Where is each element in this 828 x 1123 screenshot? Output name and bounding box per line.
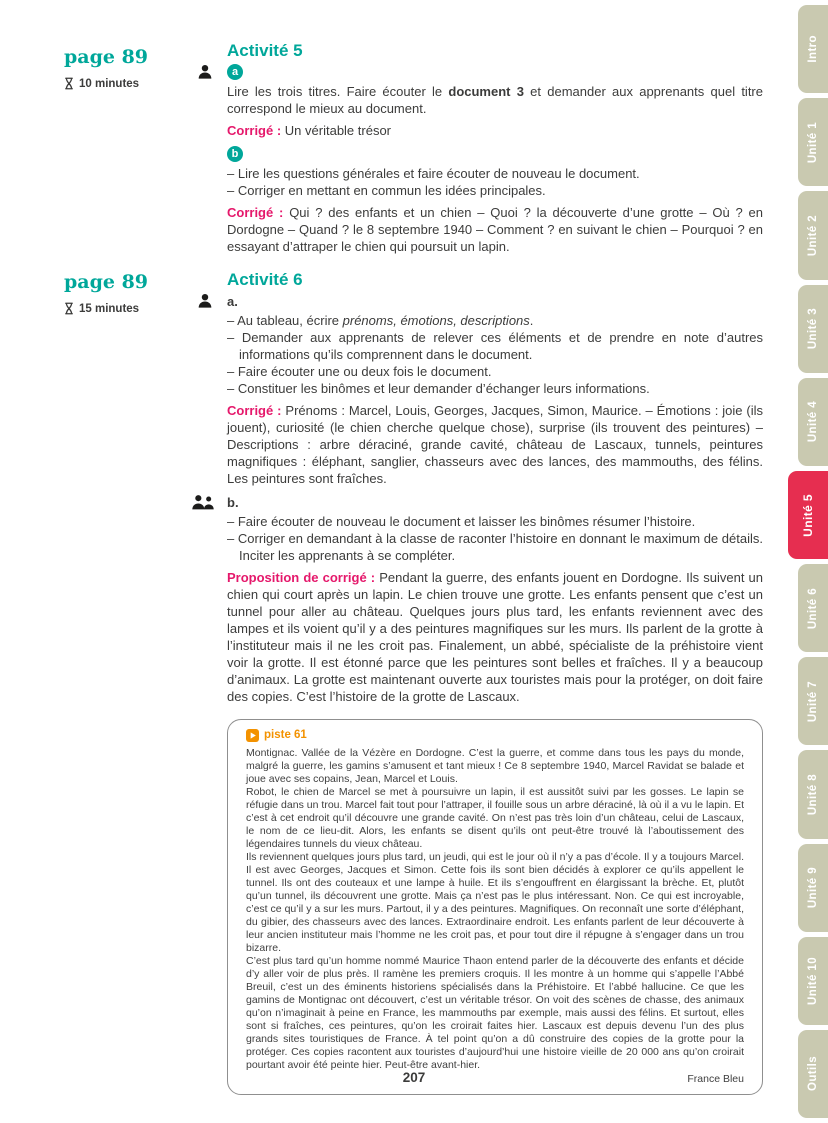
margin-note-activity-6	[64, 271, 214, 315]
margin-note-activity-5	[64, 46, 214, 90]
tab-unite-5[interactable]: Unité 5	[788, 471, 828, 559]
activity-title: Activité 5	[227, 41, 303, 60]
track-label: piste 61	[264, 729, 307, 741]
tab-outils[interactable]: Outils	[798, 1030, 828, 1118]
tab-unite-8[interactable]: Unité 8	[798, 750, 828, 838]
step-label: a.	[227, 294, 238, 309]
page-reference: page 89	[64, 271, 149, 293]
activity-5-section	[227, 42, 763, 255]
corrige-label: Corrigé :	[227, 205, 284, 220]
corrige-text: Corrigé : Un véritable trésor	[227, 123, 392, 138]
activity-5-step-a	[227, 64, 763, 255]
tab-unite-7[interactable]: Unité 7	[798, 657, 828, 745]
proposition-text: Proposition de corrigé : Pendant la guerre, des enfants jouent en Dordogne. Ils suivent un chien qui court après un lapin. Le chien trouve une grotte. Les enfants pensent que c’est un tunnel pour aller au château. Quelques jours plus tard, les enfants reviennent avec des lampes et ils voient qu’il y a des peintures magnifiques sur les murs. Ils parlent de la grotte à l’instituteur mais il ne les croit pas. Finalement, un abbé, spécialiste de la préhistoire vient voir la grotte. Il est étonné parce que les peintures sont belles et fraîches. Il y a beaucoup d’animaux. La grotte est maintenant ouverte aux touristes mais pour la protéger, on doit faire des copies. C’est l’histoire de la grotte de Lascaux.	[227, 570, 764, 704]
hourglass-icon	[64, 77, 74, 90]
person-icon	[197, 64, 213, 80]
activity-6-step-a	[227, 293, 763, 487]
page-number: 207	[402, 1070, 426, 1085]
page-reference: page 89	[64, 46, 149, 68]
play-icon[interactable]	[246, 729, 259, 742]
instruction-line: – Corriger en demandant à la classe de raconter l’histoire en donnant le maximum de détails. Inciter les apprenants à se compléter.	[227, 531, 763, 563]
corrige-label: Corrigé :	[227, 123, 282, 138]
activity-6-section	[227, 271, 763, 1095]
bold-term: document 3	[448, 84, 524, 99]
instruction-line: – Demander aux apprenants de relever ces éléments et de prendre en note d’autres informations qu’ils comprennent dans le document.	[227, 330, 763, 362]
italic-terms: prénoms, émotions, descriptions	[342, 313, 530, 328]
instruction-line: – Lire les questions générales et faire écouter de nouveau le document.	[227, 166, 640, 181]
tab-unite-3[interactable]: Unité 3	[798, 285, 828, 373]
person-icon	[197, 293, 213, 309]
instruction-line: – Faire écouter de nouveau le document et laisser les binômes résumer l’histoire.	[227, 514, 696, 529]
two-person-icon	[191, 494, 215, 510]
duration-label: 10 minutes	[79, 77, 140, 90]
tab-intro[interactable]: Intro	[798, 5, 828, 93]
transcript-paragraph: C’est plus tard qu’un homme nommé Maurice Thaon entend parler de la découverte des enfants et décide d’y aller voir de plus près. Il ramène les premiers croquis. Il les montre à un homme qui s’appelle l’Abbé Breuil, c’est un des éminents historiens spécialisés dans la Préhistoire. Et l’abbé hallucine. Ce que les gamins de Montignac ont découvert, c’est un véritable trésor. On voit des scènes de chasse, des animaux qu’on n’imaginait à peine en France, les mammouths par exemple, mais aussi des félins. Et surtout, elles sont si fraîches, ces peintures, qu’on les croirait faites hier. Lascaux est depuis devenu l’un des plus grands sites touristiques de France. À tel point qu’on a dû construire des copies de la grotte pour la protéger. Ces copies racontent aux touristes d’aujourd’hui une histoire vieille de 20 000 ans qu’on croirait pourtant avoir été peinte hier. Peut-être avant-hier.	[246, 955, 744, 1071]
main-content	[227, 42, 763, 1095]
unit-tab-strip	[782, 0, 828, 1123]
instruction-line: – Constituer les binômes et leur demander d’échanger leurs informations.	[227, 381, 650, 396]
proposition-label: Proposition de corrigé :	[227, 570, 376, 585]
tab-unite-1[interactable]: Unité 1	[798, 98, 828, 186]
corrige-text: Corrigé : Qui ? des enfants et un chien – Quoi ? la découverte d’une grotte – Où ? en Dordogne – Quand ? le 8 septembre 1940 – Comment ? en suivant le chien – Pourquoi ? en essayant d’attraper le chien qui poursuit un lapin.	[227, 205, 764, 254]
tab-unite-4[interactable]: Unité 4	[798, 378, 828, 466]
audio-track	[246, 729, 744, 742]
transcript-paragraph: Montignac. Vallée de la Vézère en Dordogne. C’est la guerre, et comme dans tous les pays du monde, malgré la guerre, les gamins s’amusent et tant mieux ! Ce 8 septembre 1940, Marcel Ravidat se balade et joue avec ses copains, Jean, Marcel et Louis.	[246, 747, 744, 785]
tab-unite-10[interactable]: Unité 10	[798, 937, 828, 1025]
transcript-paragraph: Robot, le chien de Marcel se met à poursuivre un lapin, il est aussitôt suivi par les gosses. Le lapin se réfugie dans un trou. Marcel fait tout pour l’attraper, il fouille sous un arbre déraciné, là où il a vu le lapin. Et c’est à cet endroit qu’il découvre une grande cavité. On n’est pas très loin d’un château, celui de Lascaux, le nom de ce lieu-dit. Alors, les enfants se disent qu’ils ont peut-être trouvé là l’aboutissement des légendaires tunnels du vieux château.	[246, 786, 744, 850]
transcript-source: France Bleu	[687, 1073, 744, 1085]
badge-a: a	[227, 64, 243, 80]
transcript-paragraph: Ils reviennent quelques jours plus tard, un jeudi, qui est le jour où il n’y a pas d’école. Il y a toujours Marcel. Il est avec Georges, Jacques et Simon. Cette fois ils sont bien décidés à explorer ce qu’ils appellent le tunnel. Ils ont des couteaux et une lampe à huile. Et ils s’engouffrent en élargissant la brèche. Et, plutôt qu’un tunnel, ils découvrent une grotte. Mais ça n’est pas le plus intéressant. Non. Ce qui est incroyable, c’est ce qu’il y a sur les murs. Partout, il y a des peintures. Magnifiques. On reconnaît une sorte d’éléphant, du gibier, des chasseurs avec des lances. Extraordinaire endroit. Les enfants parlent de leur découverte à leur ancien instituteur mais l’homme ne les croit pas, et pour tout dire il répugne à s’engager dans un trou bizarre.	[246, 851, 744, 954]
activity-6-step-b	[227, 494, 763, 705]
duration-label: 15 minutes	[79, 302, 140, 315]
corrige-label: Corrigé :	[227, 403, 282, 418]
transcript-box	[227, 719, 763, 1095]
corrige-text: Corrigé : Prénoms : Marcel, Louis, Georges, Jacques, Simon, Maurice. – Émotions : joie (ils jouent), curiosité (le chien cherche quelque chose), surprise (ils trouvent des peintures) – Descriptions : arbre déraciné, grande cavité, château de Lascaux, tunnels, peintures magnifiques : éléphant, sanglier, chasseurs avec des lances, des mammouths, des félins. Les peintures sont fraîches.	[227, 403, 764, 486]
activity-title: Activité 6	[227, 270, 303, 289]
tab-unite-6[interactable]: Unité 6	[798, 564, 828, 652]
instruction-line: – Corriger en mettant en commun les idées principales.	[227, 183, 546, 198]
duration	[64, 302, 214, 315]
step-label: b.	[227, 495, 239, 510]
instruction-line: – Faire écouter une ou deux fois le document.	[227, 364, 492, 379]
tab-unite-9[interactable]: Unité 9	[798, 844, 828, 932]
hourglass-icon	[64, 302, 74, 315]
badge-b: b	[227, 146, 243, 162]
tab-unite-2[interactable]: Unité 2	[798, 191, 828, 279]
duration	[64, 77, 214, 90]
instruction-line: – Au tableau, écrire prénoms, émotions, descriptions.	[227, 313, 534, 328]
instruction-text: Lire les trois titres. Faire écouter le document 3 et demander aux apprenants quel titre correspond le mieux au document.	[227, 84, 763, 116]
